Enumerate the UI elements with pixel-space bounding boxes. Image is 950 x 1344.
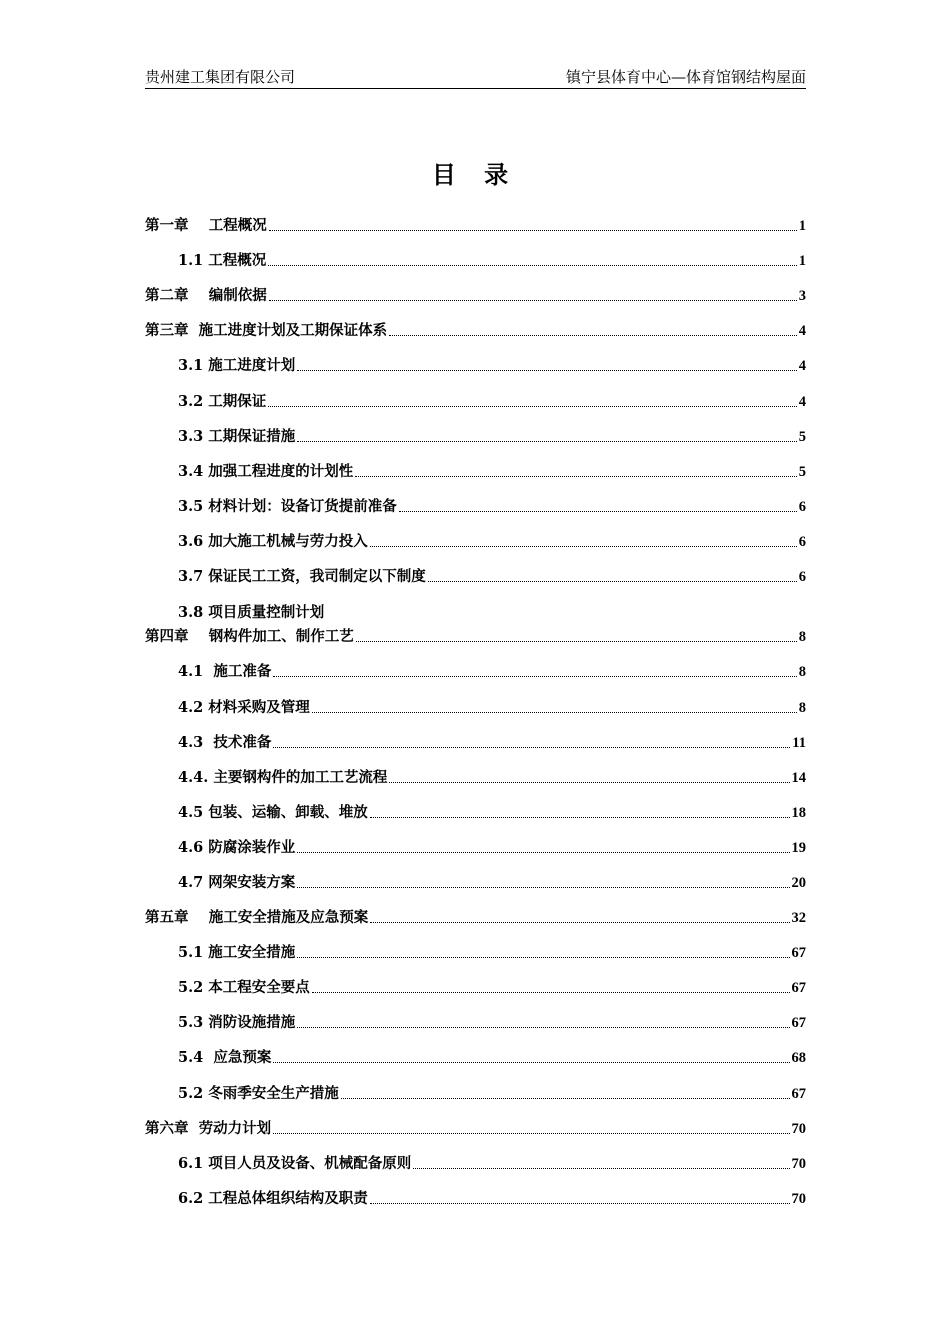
toc-entry-page: 67 <box>791 1086 806 1102</box>
toc-entry-label: 5.4 应急预案 <box>178 1049 272 1066</box>
toc-entry-page: 18 <box>791 805 806 821</box>
toc-leader-dots <box>273 747 790 748</box>
toc-leader-dots <box>389 782 789 783</box>
toc-leader-dots <box>341 1098 790 1099</box>
toc-entry-page: 67 <box>791 945 806 961</box>
toc-entry-section[interactable] <box>178 731 806 753</box>
toc-leader-dots <box>312 992 790 993</box>
toc-entry-page: 20 <box>791 875 806 891</box>
toc-leader-dots <box>269 300 797 301</box>
toc-entry-section[interactable] <box>178 941 806 963</box>
toc-leader-dots <box>356 641 797 642</box>
toc-entry-section[interactable] <box>178 425 806 447</box>
toc-entry-label: 5.2 本工程安全要点 <box>178 979 310 996</box>
toc-leader-dots <box>399 511 797 512</box>
toc-entry-section[interactable] <box>178 249 806 271</box>
toc-entry-page: 11 <box>792 735 806 751</box>
toc-entry-section[interactable] <box>178 871 806 893</box>
toc-entry-label: 3.8 项目质量控制计划 <box>178 604 325 621</box>
toc-entry-label: 4.3 技术准备 <box>178 734 272 751</box>
toc-leader-dots <box>297 441 796 442</box>
toc-entry-page: 3 <box>798 288 806 304</box>
toc-leader-dots <box>268 406 796 407</box>
toc-entry-label: 第五章 施工安全措施及应急预案 <box>145 909 369 926</box>
toc-leader-dots <box>269 230 797 231</box>
toc-entry-label: 6.1 项目人员及设备、机械配备原则 <box>178 1155 412 1172</box>
toc-leader-dots <box>370 817 790 818</box>
toc-entry-chapter[interactable] <box>145 319 806 341</box>
toc-entry-page: 70 <box>791 1121 806 1137</box>
toc-entry-page: 6 <box>798 499 806 515</box>
toc-leader-dots <box>268 265 796 266</box>
toc-entry-label: 3.4 加强工程进度的计划性 <box>178 463 354 480</box>
toc-entry-label: 5.2 冬雨季安全生产措施 <box>178 1085 339 1102</box>
toc-entry-section[interactable] <box>178 801 806 823</box>
toc-leader-dots <box>297 370 796 371</box>
toc-entry-section[interactable] <box>178 1082 806 1104</box>
toc-entry-page: 6 <box>798 569 806 585</box>
toc-entry-section[interactable] <box>178 354 806 376</box>
toc-leader-dots <box>413 1168 789 1169</box>
toc-entry-chapter[interactable] <box>145 625 806 647</box>
toc-entry-label: 4.1 施工准备 <box>178 663 272 680</box>
toc-entry-label: 5.1 施工安全措施 <box>178 944 296 961</box>
toc-leader-dots <box>370 922 789 923</box>
header-project: 镇宁县体育中心—体育馆钢结构屋面 <box>565 68 806 86</box>
toc-entry-chapter[interactable] <box>145 906 806 928</box>
toc-entry-page: 5 <box>798 464 806 480</box>
toc-entry-page: 4 <box>798 323 806 339</box>
toc-entry-label: 4.4. 主要钢构件的加工工艺流程 <box>178 769 388 786</box>
toc-leader-dots <box>370 546 797 547</box>
toc-entry-label: 3.3 工期保证措施 <box>178 428 296 445</box>
toc-entry-section[interactable] <box>178 976 806 998</box>
toc-entry-section[interactable] <box>178 1187 806 1209</box>
toc-entry-section[interactable] <box>178 836 806 858</box>
toc-entry-section[interactable] <box>178 696 806 718</box>
toc-entry-page: 6 <box>798 534 806 550</box>
toc-entry-page: 4 <box>798 358 806 374</box>
toc-entry-section[interactable] <box>178 660 806 682</box>
toc-leader-dots <box>297 1027 789 1028</box>
toc-entry-label: 3.7 保证民工工资，我司制定以下制度 <box>178 568 426 585</box>
toc-leader-dots <box>273 1133 789 1134</box>
toc-entry-page: 19 <box>791 840 806 856</box>
toc-entry-label: 4.5 包装、运输、卸载、堆放 <box>178 804 368 821</box>
toc-entry-page: 5 <box>798 429 806 445</box>
toc-entry-section[interactable] <box>178 1152 806 1174</box>
toc-entry-page: 1 <box>798 253 806 269</box>
toc-entry-page: 68 <box>791 1050 806 1066</box>
toc-entry-label: 第一章 工程概况 <box>145 217 267 234</box>
toc-entry-chapter[interactable] <box>145 284 806 306</box>
toc-entry-label: 第三章 施工进度计划及工期保证体系 <box>145 322 388 339</box>
toc-entry-page: 70 <box>791 1191 806 1207</box>
toc-entry-section[interactable] <box>178 495 806 517</box>
toc-leader-dots <box>297 852 789 853</box>
toc-entry-label: 4.6 防腐涂装作业 <box>178 839 296 856</box>
toc-entry-section[interactable] <box>178 530 806 552</box>
toc-entry-chapter[interactable] <box>145 214 806 236</box>
toc-leader-dots <box>297 957 789 958</box>
toc-entry-label: 6.2 工程总体组织结构及职责 <box>178 1190 368 1207</box>
toc-leader-dots <box>312 712 797 713</box>
toc-leader-dots <box>389 335 797 336</box>
toc-entry-page: 67 <box>791 980 806 996</box>
toc-entry-label: 第二章 编制依据 <box>145 287 267 304</box>
toc-entry-label: 第四章 钢构件加工、制作工艺 <box>145 628 354 645</box>
toc-entry-label: 3.5 材料计划：设备订货提前准备 <box>178 498 397 515</box>
toc-entry-section[interactable] <box>178 1011 806 1033</box>
toc-entry-section[interactable] <box>178 766 806 788</box>
toc-leader-dots <box>297 887 789 888</box>
toc-entry-label: 1.1 工程概况 <box>178 252 267 269</box>
toc-entry-page: 4 <box>798 394 806 410</box>
toc-entry-page: 8 <box>798 629 806 645</box>
toc-entry-page: 67 <box>791 1015 806 1031</box>
toc-leader-dots <box>273 1062 789 1063</box>
toc-entry-section[interactable] <box>178 460 806 482</box>
toc-entry-page: 14 <box>791 770 806 786</box>
header-company: 贵州建工集团有限公司 <box>145 68 296 86</box>
toc-entry-label: 3.1 施工进度计划 <box>178 357 296 374</box>
page-header <box>145 68 806 89</box>
toc-entry-section[interactable] <box>178 565 806 587</box>
toc-entry-label: 4.2 材料采购及管理 <box>178 699 310 716</box>
toc-entry-page: 70 <box>791 1156 806 1172</box>
toc-leader-dots <box>273 676 796 677</box>
toc-entry-label: 第六章 劳动力计划 <box>145 1120 272 1137</box>
toc-entry-label: 5.3 消防设施措施 <box>178 1014 296 1031</box>
toc-entry-page: 8 <box>798 700 806 716</box>
toc-leader-dots <box>370 1203 790 1204</box>
toc-title: 目 录 <box>431 160 519 189</box>
toc-entry-page: 32 <box>791 910 806 926</box>
toc-entry-page: 8 <box>798 664 806 680</box>
toc-leader-dots <box>428 581 797 582</box>
toc-entry-label: 3.6 加大施工机械与劳力投入 <box>178 533 368 550</box>
toc-entry-label: 3.2 工期保证 <box>178 393 267 410</box>
toc-leader-dots <box>355 476 796 477</box>
toc-entry-section[interactable] <box>178 1046 806 1068</box>
toc-entry-section[interactable] <box>178 390 806 412</box>
toc-entry-chapter[interactable] <box>145 1117 806 1139</box>
toc-entry-section[interactable] <box>178 601 806 623</box>
toc-entry-label: 4.7 网架安装方案 <box>178 874 296 891</box>
toc-entry-page: 1 <box>798 218 806 234</box>
